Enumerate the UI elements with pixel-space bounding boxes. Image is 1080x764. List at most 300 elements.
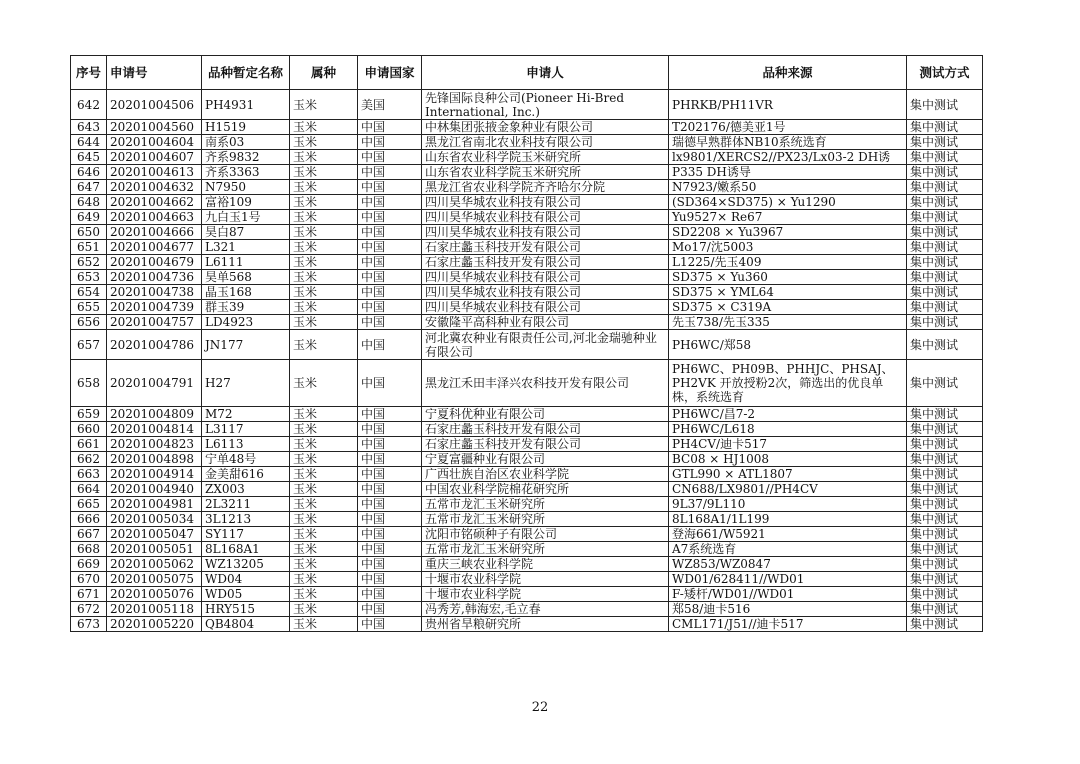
cell-application-no: 20201004666 — [107, 225, 202, 240]
table-row — [71, 482, 983, 497]
cell-application-no: 20201004560 — [107, 120, 202, 135]
page-number: 22 — [531, 700, 549, 715]
cell-test-method: 集中测试 — [907, 240, 983, 255]
cell-genus: 玉米 — [290, 270, 358, 285]
cell-test-method: 集中测试 — [907, 300, 983, 315]
cell-country: 中国 — [358, 270, 422, 285]
cell-test-method: 集中测试 — [907, 602, 983, 617]
cell-application-no: 20201004506 — [107, 90, 202, 120]
cell-country: 中国 — [358, 210, 422, 225]
cell-genus: 玉米 — [290, 572, 358, 587]
table-row — [71, 210, 983, 225]
cell-applicant: 沈阳市铭硕种子有限公司 — [422, 527, 669, 542]
cell-source: 先玉738/先玉335 — [669, 315, 907, 330]
cell-variety-name: L6111 — [202, 255, 290, 270]
cell-country: 中国 — [358, 542, 422, 557]
cell-variety-name: M72 — [202, 407, 290, 422]
cell-application-no: 20201004814 — [107, 422, 202, 437]
cell-applicant: 山东省农业科学院玉米研究所 — [422, 150, 669, 165]
cell-test-method: 集中测试 — [907, 407, 983, 422]
cell-variety-name: L3117 — [202, 422, 290, 437]
table-row — [71, 512, 983, 527]
cell-country: 中国 — [358, 135, 422, 150]
cell-genus: 玉米 — [290, 300, 358, 315]
cell-source: (SD364×SD375) × Yu1290 — [669, 195, 907, 210]
cell-source: 瑞德早熟群体NB10系统选育 — [669, 135, 907, 150]
cell-application-no: 20201004981 — [107, 497, 202, 512]
cell-applicant: 四川昊华城农业科技有限公司 — [422, 210, 669, 225]
table-row — [71, 120, 983, 135]
cell-application-no: 20201004662 — [107, 195, 202, 210]
cell-variety-name: ZX003 — [202, 482, 290, 497]
cell-test-method: 集中测试 — [907, 180, 983, 195]
cell-applicant: 广西壮族自治区农业科学院 — [422, 467, 669, 482]
cell-variety-name: 3L1213 — [202, 512, 290, 527]
cell-applicant: 四川昊华城农业科技有限公司 — [422, 195, 669, 210]
header-genus: 属种 — [290, 56, 358, 90]
cell-genus: 玉米 — [290, 225, 358, 240]
cell-genus: 玉米 — [290, 542, 358, 557]
header-application-no: 申请号 — [107, 56, 202, 90]
cell-source: 9L37/9L110 — [669, 497, 907, 512]
cell-test-method: 集中测试 — [907, 587, 983, 602]
cell-applicant: 贵州省旱粮研究所 — [422, 617, 669, 632]
cell-source: N7923/嫩系50 — [669, 180, 907, 195]
cell-country: 中国 — [358, 437, 422, 452]
cell-variety-name: H27 — [202, 360, 290, 407]
cell-applicant: 安徽隆平高科种业有限公司 — [422, 315, 669, 330]
cell-applicant: 五常市龙汇玉米研究所 — [422, 497, 669, 512]
table-row — [71, 315, 983, 330]
cell-variety-name: SY117 — [202, 527, 290, 542]
header-test-method: 测试方式 — [907, 56, 983, 90]
table-row — [71, 285, 983, 300]
cell-source: GTL990 × ATL1807 — [669, 467, 907, 482]
cell-applicant: 五常市龙汇玉米研究所 — [422, 512, 669, 527]
cell-country: 中国 — [358, 482, 422, 497]
cell-genus: 玉米 — [290, 135, 358, 150]
cell-source: Yu9527× Re67 — [669, 210, 907, 225]
table-row — [71, 165, 983, 180]
cell-test-method: 集中测试 — [907, 557, 983, 572]
cell-test-method: 集中测试 — [907, 617, 983, 632]
cell-country: 中国 — [358, 255, 422, 270]
header-country: 申请国家 — [358, 56, 422, 90]
table-row — [71, 360, 983, 407]
table-row — [71, 180, 983, 195]
cell-application-no: 20201004786 — [107, 330, 202, 360]
cell-genus: 玉米 — [290, 210, 358, 225]
table-row — [71, 225, 983, 240]
cell-applicant: 黑龙江省农业科学院齐齐哈尔分院 — [422, 180, 669, 195]
cell-test-method: 集中测试 — [907, 195, 983, 210]
cell-source: PH6WC/郑58 — [669, 330, 907, 360]
cell-variety-name: 齐系9832 — [202, 150, 290, 165]
cell-variety-name: 富裕109 — [202, 195, 290, 210]
header-applicant: 申请人 — [422, 56, 669, 90]
cell-no: 659 — [71, 407, 107, 422]
cell-country: 中国 — [358, 150, 422, 165]
cell-no: 656 — [71, 315, 107, 330]
cell-source: CN688/LX9801//PH4CV — [669, 482, 907, 497]
cell-genus: 玉米 — [290, 240, 358, 255]
cell-source: BC08 × HJ1008 — [669, 452, 907, 467]
cell-variety-name: 宁单48号 — [202, 452, 290, 467]
cell-application-no: 20201004679 — [107, 255, 202, 270]
cell-genus: 玉米 — [290, 150, 358, 165]
cell-genus: 玉米 — [290, 422, 358, 437]
cell-test-method: 集中测试 — [907, 437, 983, 452]
cell-source: PH6WC/昌7-2 — [669, 407, 907, 422]
cell-application-no: 20201004940 — [107, 482, 202, 497]
cell-variety-name: L321 — [202, 240, 290, 255]
table-row — [71, 587, 983, 602]
table-row — [71, 467, 983, 482]
cell-no: 661 — [71, 437, 107, 452]
cell-test-method: 集中测试 — [907, 285, 983, 300]
cell-genus: 玉米 — [290, 407, 358, 422]
cell-test-method: 集中测试 — [907, 225, 983, 240]
cell-country: 中国 — [358, 407, 422, 422]
cell-country: 中国 — [358, 512, 422, 527]
cell-country: 中国 — [358, 120, 422, 135]
cell-no: 666 — [71, 512, 107, 527]
cell-variety-name: WD04 — [202, 572, 290, 587]
table-row — [71, 422, 983, 437]
cell-applicant: 黑龙江省南北农业科技有限公司 — [422, 135, 669, 150]
variety-table — [70, 55, 983, 632]
cell-variety-name: 8L168A1 — [202, 542, 290, 557]
cell-country: 中国 — [358, 195, 422, 210]
cell-variety-name: 九白玉1号 — [202, 210, 290, 225]
cell-genus: 玉米 — [290, 587, 358, 602]
cell-genus: 玉米 — [290, 527, 358, 542]
cell-application-no: 20201005220 — [107, 617, 202, 632]
cell-applicant: 五常市龙汇玉米研究所 — [422, 542, 669, 557]
cell-source: 登海661/W5921 — [669, 527, 907, 542]
cell-application-no: 20201004757 — [107, 315, 202, 330]
cell-no: 663 — [71, 467, 107, 482]
cell-application-no: 20201005118 — [107, 602, 202, 617]
cell-source: A7系统选育 — [669, 542, 907, 557]
cell-country: 中国 — [358, 572, 422, 587]
cell-applicant: 冯秀芳,韩海宏,毛立春 — [422, 602, 669, 617]
cell-genus: 玉米 — [290, 557, 358, 572]
cell-test-method: 集中测试 — [907, 497, 983, 512]
cell-country: 中国 — [358, 557, 422, 572]
cell-variety-name: 昊白87 — [202, 225, 290, 240]
cell-applicant: 四川昊华城农业科技有限公司 — [422, 285, 669, 300]
cell-applicant: 石家庄蠡玉科技开发有限公司 — [422, 422, 669, 437]
table-row — [71, 135, 983, 150]
cell-no: 665 — [71, 497, 107, 512]
table-row — [71, 300, 983, 315]
cell-genus: 玉米 — [290, 165, 358, 180]
table-row — [71, 452, 983, 467]
cell-no: 646 — [71, 165, 107, 180]
cell-source: Mo17/沈5003 — [669, 240, 907, 255]
cell-genus: 玉米 — [290, 195, 358, 210]
cell-test-method: 集中测试 — [907, 270, 983, 285]
cell-application-no: 20201004677 — [107, 240, 202, 255]
cell-no: 670 — [71, 572, 107, 587]
cell-variety-name: PH4931 — [202, 90, 290, 120]
cell-application-no: 20201005034 — [107, 512, 202, 527]
cell-country: 中国 — [358, 180, 422, 195]
cell-no: 669 — [71, 557, 107, 572]
cell-source: SD375 × YML64 — [669, 285, 907, 300]
cell-no: 657 — [71, 330, 107, 360]
cell-source: PH6WC/L618 — [669, 422, 907, 437]
table-row — [71, 602, 983, 617]
cell-genus: 玉米 — [290, 285, 358, 300]
table-row — [71, 240, 983, 255]
header-variety-name: 品种暂定名称 — [202, 56, 290, 90]
table-row — [71, 90, 983, 120]
cell-application-no: 20201004914 — [107, 467, 202, 482]
cell-application-no: 20201004738 — [107, 285, 202, 300]
table-header-row — [71, 56, 983, 90]
cell-application-no: 20201004739 — [107, 300, 202, 315]
cell-genus: 玉米 — [290, 120, 358, 135]
cell-application-no: 20201004898 — [107, 452, 202, 467]
cell-genus: 玉米 — [290, 497, 358, 512]
cell-country: 中国 — [358, 225, 422, 240]
cell-application-no: 20201004607 — [107, 150, 202, 165]
cell-no: 671 — [71, 587, 107, 602]
cell-applicant: 四川昊华城农业科技有限公司 — [422, 270, 669, 285]
cell-variety-name: 齐系3363 — [202, 165, 290, 180]
cell-variety-name: N7950 — [202, 180, 290, 195]
cell-genus: 玉米 — [290, 617, 358, 632]
cell-source: 郑58/迪卡516 — [669, 602, 907, 617]
cell-application-no: 20201004736 — [107, 270, 202, 285]
cell-test-method: 集中测试 — [907, 150, 983, 165]
cell-no: 658 — [71, 360, 107, 407]
cell-applicant: 石家庄蠡玉科技开发有限公司 — [422, 240, 669, 255]
cell-genus: 玉米 — [290, 602, 358, 617]
cell-no: 655 — [71, 300, 107, 315]
table-row — [71, 527, 983, 542]
cell-source: WD01/628411//WD01 — [669, 572, 907, 587]
cell-source: F-矮杆/WD01//WD01 — [669, 587, 907, 602]
cell-country: 中国 — [358, 527, 422, 542]
cell-no: 664 — [71, 482, 107, 497]
cell-genus: 玉米 — [290, 482, 358, 497]
cell-application-no: 20201005062 — [107, 557, 202, 572]
header-source: 品种来源 — [669, 56, 907, 90]
cell-application-no: 20201004613 — [107, 165, 202, 180]
cell-test-method: 集中测试 — [907, 572, 983, 587]
cell-applicant: 河北冀农种业有限责任公司,河北金瑞驰种业有限公司 — [422, 330, 669, 360]
cell-country: 中国 — [358, 602, 422, 617]
cell-applicant: 石家庄蠡玉科技开发有限公司 — [422, 437, 669, 452]
cell-test-method: 集中测试 — [907, 527, 983, 542]
cell-applicant: 四川昊华城农业科技有限公司 — [422, 225, 669, 240]
cell-test-method: 集中测试 — [907, 482, 983, 497]
cell-source: CML171/J51//迪卡517 — [669, 617, 907, 632]
cell-country: 中国 — [358, 165, 422, 180]
cell-variety-name: 昊单568 — [202, 270, 290, 285]
cell-test-method: 集中测试 — [907, 165, 983, 180]
cell-applicant: 石家庄蠡玉科技开发有限公司 — [422, 255, 669, 270]
cell-application-no: 20201004632 — [107, 180, 202, 195]
table-row — [71, 255, 983, 270]
cell-country: 中国 — [358, 587, 422, 602]
table-row — [71, 437, 983, 452]
cell-country: 中国 — [358, 422, 422, 437]
cell-applicant: 宁夏科优种业有限公司 — [422, 407, 669, 422]
cell-no: 667 — [71, 527, 107, 542]
cell-variety-name: WD05 — [202, 587, 290, 602]
cell-test-method: 集中测试 — [907, 120, 983, 135]
cell-source: SD375 × C319A — [669, 300, 907, 315]
cell-variety-name: 金美甜616 — [202, 467, 290, 482]
cell-source: L1225/先玉409 — [669, 255, 907, 270]
cell-genus: 玉米 — [290, 90, 358, 120]
cell-country: 中国 — [358, 300, 422, 315]
cell-no: 650 — [71, 225, 107, 240]
cell-applicant: 黑龙江禾田丰泽兴农科技开发有限公司 — [422, 360, 669, 407]
table-row — [71, 330, 983, 360]
cell-country: 中国 — [358, 330, 422, 360]
cell-applicant: 山东省农业科学院玉米研究所 — [422, 165, 669, 180]
cell-no: 651 — [71, 240, 107, 255]
cell-genus: 玉米 — [290, 180, 358, 195]
cell-source: 8L168A1/1L199 — [669, 512, 907, 527]
cell-test-method: 集中测试 — [907, 90, 983, 120]
cell-no: 672 — [71, 602, 107, 617]
cell-variety-name: WZ13205 — [202, 557, 290, 572]
table-row — [71, 557, 983, 572]
cell-source: PH4CV/迪卡517 — [669, 437, 907, 452]
cell-source: T202176/德美亚1号 — [669, 120, 907, 135]
cell-test-method: 集中测试 — [907, 467, 983, 482]
cell-variety-name: QB4804 — [202, 617, 290, 632]
cell-genus: 玉米 — [290, 512, 358, 527]
cell-country: 中国 — [358, 497, 422, 512]
cell-no: 652 — [71, 255, 107, 270]
cell-variety-name: 南系03 — [202, 135, 290, 150]
cell-no: 662 — [71, 452, 107, 467]
cell-country: 中国 — [358, 360, 422, 407]
table-row — [71, 497, 983, 512]
cell-applicant: 宁夏富疆种业有限公司 — [422, 452, 669, 467]
cell-genus: 玉米 — [290, 255, 358, 270]
cell-application-no: 20201005076 — [107, 587, 202, 602]
table-row — [71, 150, 983, 165]
cell-source: SD2208 × Yu3967 — [669, 225, 907, 240]
cell-no: 668 — [71, 542, 107, 557]
cell-genus: 玉米 — [290, 452, 358, 467]
cell-application-no: 20201004604 — [107, 135, 202, 150]
cell-genus: 玉米 — [290, 467, 358, 482]
cell-applicant: 先锋国际良种公司(Pioneer Hi-Bred International, Inc.) — [422, 90, 669, 120]
cell-application-no: 20201005051 — [107, 542, 202, 557]
cell-genus: 玉米 — [290, 315, 358, 330]
table-row — [71, 195, 983, 210]
cell-no: 647 — [71, 180, 107, 195]
cell-country: 美国 — [358, 90, 422, 120]
cell-test-method: 集中测试 — [907, 135, 983, 150]
cell-applicant: 十堰市农业科学院 — [422, 572, 669, 587]
cell-applicant: 重庆三峡农业科学院 — [422, 557, 669, 572]
cell-country: 中国 — [358, 240, 422, 255]
cell-applicant: 四川昊华城农业科技有限公司 — [422, 300, 669, 315]
cell-test-method: 集中测试 — [907, 452, 983, 467]
cell-test-method: 集中测试 — [907, 542, 983, 557]
cell-source: WZ853/WZ0847 — [669, 557, 907, 572]
cell-variety-name: 晶玉168 — [202, 285, 290, 300]
cell-variety-name: JN177 — [202, 330, 290, 360]
cell-application-no: 20201004823 — [107, 437, 202, 452]
cell-country: 中国 — [358, 452, 422, 467]
cell-no: 673 — [71, 617, 107, 632]
table-row — [71, 270, 983, 285]
cell-variety-name: HRY515 — [202, 602, 290, 617]
cell-no: 643 — [71, 120, 107, 135]
cell-source: PHRKB/PH11VR — [669, 90, 907, 120]
cell-no: 660 — [71, 422, 107, 437]
cell-no: 642 — [71, 90, 107, 120]
cell-applicant: 中林集团张掖金象种业有限公司 — [422, 120, 669, 135]
cell-variety-name: LD4923 — [202, 315, 290, 330]
cell-no: 648 — [71, 195, 107, 210]
cell-applicant: 十堰市农业科学院 — [422, 587, 669, 602]
cell-no: 649 — [71, 210, 107, 225]
cell-application-no: 20201004809 — [107, 407, 202, 422]
table-body — [71, 90, 983, 632]
table-row — [71, 407, 983, 422]
cell-source: PH6WC、PH09B、PHHJC、PHSAJ、PH2VK 开放授粉2次，筛选出的优良单株，系统选育 — [669, 360, 907, 407]
cell-country: 中国 — [358, 285, 422, 300]
cell-genus: 玉米 — [290, 330, 358, 360]
cell-test-method: 集中测试 — [907, 330, 983, 360]
cell-country: 中国 — [358, 467, 422, 482]
cell-country: 中国 — [358, 315, 422, 330]
cell-source: lx9801/XERCS2//PX23/Lx03-2 DH诱 — [669, 150, 907, 165]
cell-application-no: 20201004663 — [107, 210, 202, 225]
table-row — [71, 542, 983, 557]
cell-test-method: 集中测试 — [907, 210, 983, 225]
cell-variety-name: 2L3211 — [202, 497, 290, 512]
cell-no: 653 — [71, 270, 107, 285]
cell-variety-name: L6113 — [202, 437, 290, 452]
cell-variety-name: 群玉39 — [202, 300, 290, 315]
cell-application-no: 20201005047 — [107, 527, 202, 542]
cell-variety-name: H1519 — [202, 120, 290, 135]
cell-application-no: 20201005075 — [107, 572, 202, 587]
cell-no: 654 — [71, 285, 107, 300]
cell-test-method: 集中测试 — [907, 422, 983, 437]
cell-country: 中国 — [358, 617, 422, 632]
cell-source: P335 DH诱导 — [669, 165, 907, 180]
cell-application-no: 20201004791 — [107, 360, 202, 407]
cell-genus: 玉米 — [290, 437, 358, 452]
cell-test-method: 集中测试 — [907, 360, 983, 407]
cell-no: 644 — [71, 135, 107, 150]
cell-no: 645 — [71, 150, 107, 165]
table-row — [71, 617, 983, 632]
header-no: 序号 — [71, 56, 107, 90]
cell-test-method: 集中测试 — [907, 315, 983, 330]
cell-source: SD375 × Yu360 — [669, 270, 907, 285]
table-row — [71, 572, 983, 587]
cell-genus: 玉米 — [290, 360, 358, 407]
cell-test-method: 集中测试 — [907, 512, 983, 527]
cell-applicant: 中国农业科学院棉花研究所 — [422, 482, 669, 497]
cell-test-method: 集中测试 — [907, 255, 983, 270]
